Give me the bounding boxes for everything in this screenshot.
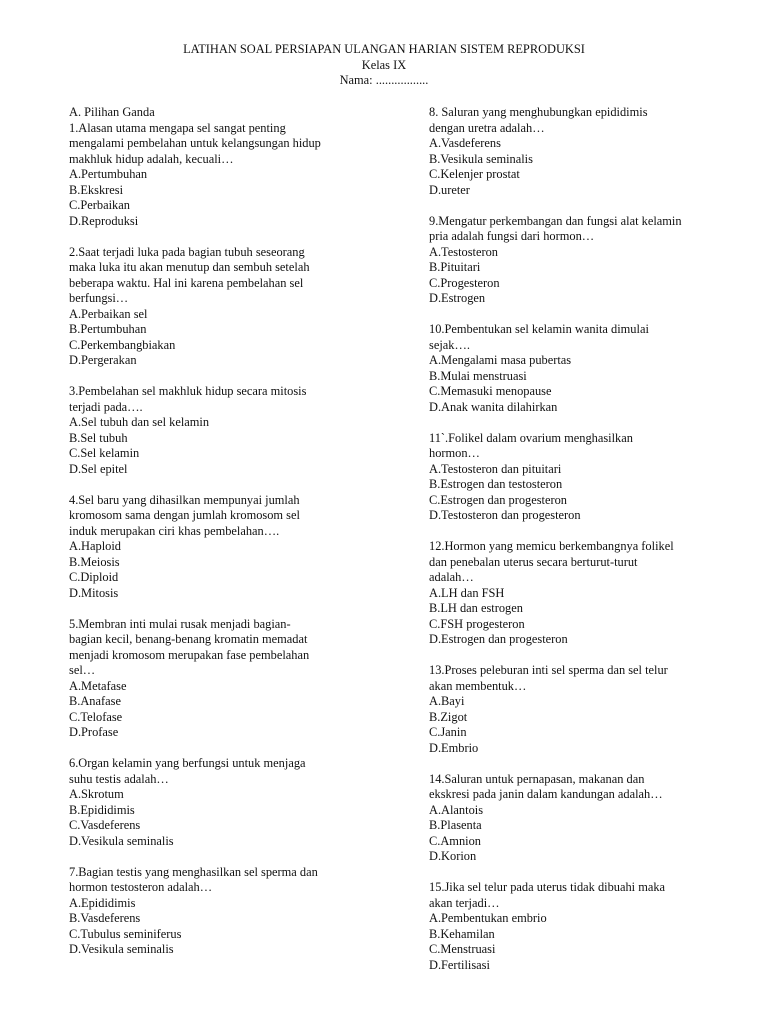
section-title: A. Pilihan Ganda [69,105,155,119]
answer-option: C.FSH progesteron [429,616,525,631]
answer-option: C.Vasdeferens [69,818,141,832]
answer-option: C.Menstruasi [429,942,496,956]
question-text: 10.Pembentukan sel kelamin wanita dimulai [429,322,649,336]
question-text: 14.Saluran untuk pernapasan, makanan dan [429,771,645,786]
question-text: sejak…. [429,337,470,352]
question-item [429,105,729,198]
left-column [69,105,369,973]
answer-option: D.ureter [429,182,470,197]
question-text: 4.Sel baru yang dihasilkan mempunyai jumlah [69,492,300,507]
question-text: sel… [69,663,96,677]
question-text: 12.Hormon yang memicu berkembangnya folikel [429,539,674,553]
question-text: beberapa waktu. Hal ini karena pembelahan sel [69,275,304,290]
answer-option: D.Sel epitel [69,461,128,476]
answer-option: C.Amnion [429,833,481,848]
question-item [69,121,369,230]
answer-option: A.LH dan FSH [429,585,505,600]
answer-option: D.Korion [429,849,477,863]
answer-option: B.Pituitari [429,260,481,274]
question-text: 11`.Folikel dalam ovarium menghasilkan [429,430,633,445]
answer-option: A.Pertumbuhan [69,167,148,181]
answer-option: D.Reproduksi [69,213,139,228]
answer-option: D.Pergerakan [69,353,137,367]
answer-option: D.Fertilisasi [429,957,490,972]
answer-option: B.Pertumbuhan [69,322,147,336]
answer-option: B.Vesikula seminalis [429,151,533,166]
answer-option: A.Skrotum [69,787,124,801]
question-item [429,322,729,415]
answer-option: D.Mitosis [69,585,119,600]
question-text: induk merupakan ciri khas pembelahan…. [69,523,280,538]
question-item [69,493,369,602]
question-item [429,214,729,307]
document-title: LATIHAN SOAL PERSIAPAN ULANGAN HARIAN SISTEM REPRODUKSI [183,42,585,56]
right-column [429,105,729,989]
answer-option: D.Vesikula seminalis [69,942,174,956]
question-text: makhluk hidup adalah, kecuali… [69,151,234,166]
answer-option: A.Vasdeferens [429,136,501,150]
question-item [69,865,369,958]
answer-option: B.Mulai menstruasi [429,368,527,383]
question-text: 9.Mengatur perkembangan dan fungsi alat kelamin [429,213,682,228]
question-text: mengalami pembelahan untuk kelangsungan hidup [69,136,321,150]
right-question-list [429,105,729,973]
answer-option: B.Sel tubuh [69,430,128,445]
question-text: maka luka itu akan menutup dan sembuh setelah [69,260,310,274]
question-text: 15.Jika sel telur pada uterus tidak dibuahi maka [429,880,666,894]
answer-option: D.Embrio [429,740,479,755]
answer-option: C.Perkembangbiakan [69,337,176,352]
answer-option: D.Testosteron dan progesteron [429,508,581,522]
question-text: berfungsi… [69,291,129,305]
answer-option: A.Sel tubuh dan sel kelamin [69,415,210,429]
answer-option: A.Bayi [429,694,465,708]
question-text: 3.Pembelahan sel makhluk hidup secara mitosis [69,384,307,398]
question-text: 5.Membran inti mulai rusak menjadi bagian- [69,616,291,631]
answer-option: D.Profase [69,725,119,739]
answer-option: C.Tubulus seminiferus [69,926,182,941]
answer-option: C.Telofase [69,709,123,724]
question-text: hormon testosteron adalah… [69,880,213,894]
question-text: akan terjadi… [429,895,500,910]
answer-option: A.Haploid [69,539,121,553]
question-text: hormon… [429,446,480,460]
answer-option: C.Kelenjer prostat [429,167,520,181]
answer-option: B.Ekskresi [69,182,124,197]
page-header [0,42,768,89]
class-label: Kelas IX [361,57,407,72]
answer-option: C.Sel kelamin [69,446,140,460]
answer-option: B.Meiosis [69,554,120,569]
answer-option: C.Diploid [69,570,119,584]
question-text: dengan uretra adalah… [429,120,545,135]
question-text: 2.Saat terjadi luka pada bagian tubuh seseorang [69,244,305,259]
question-text: ekskresi pada janin dalam kandungan adalah… [429,787,663,801]
question-text: 6.Organ kelamin yang berfungsi untuk menjaga [69,756,306,770]
question-text: bagian kecil, benang-benang kromatin memadat [69,632,308,646]
question-item [429,880,729,973]
answer-option: C.Progesteron [429,275,500,290]
question-item [429,663,729,756]
name-field-label: Nama: ................. [339,73,429,87]
answer-option: B.Plasenta [429,818,482,832]
question-item [69,245,369,369]
question-item [69,384,369,477]
answer-option: B.Anafase [69,694,121,708]
question-text: 13.Proses peleburan inti sel sperma dan sel telur [429,663,668,677]
question-item [429,431,729,524]
question-item [429,772,729,865]
answer-option: B.Estrogen dan testosteron [429,477,563,491]
left-question-list [69,121,369,958]
question-text: adalah… [429,570,474,584]
answer-option: A.Testosteron [429,244,498,259]
answer-option: C.Janin [429,725,467,739]
question-item [429,539,729,648]
question-text: pria adalah fungsi dari hormon… [429,229,595,243]
answer-option: C.Perbaikan [69,198,130,212]
answer-option: D.Estrogen dan progesteron [429,632,568,646]
question-item [69,756,369,849]
answer-option: B.Kehamilan [429,926,495,941]
question-text: 8. Saluran yang menghubungkan epididimis [429,105,648,119]
answer-option: C.Estrogen dan progesteron [429,492,567,507]
question-text: menjadi kromosom merupakan fase pembelahan [69,647,310,662]
question-text: akan membentuk… [429,678,527,693]
answer-option: A.Testosteron dan pituitari [429,461,562,476]
question-text: terjadi pada…. [69,399,143,414]
answer-option: A.Epididimis [69,895,136,910]
answer-option: A.Alantois [429,802,484,817]
answer-option: D.Anak wanita dilahirkan [429,399,558,414]
answer-option: D.Estrogen [429,291,486,305]
answer-option: A.Mengalami masa pubertas [429,353,572,367]
answer-option: B.Epididimis [69,802,135,817]
question-item [69,617,369,741]
question-text: 7.Bagian testis yang menghasilkan sel sperma dan [69,864,318,879]
answer-option: A.Pembentukan embrio [429,911,547,925]
answer-option: D.Vesikula seminalis [69,833,174,848]
question-text: kromosom sama dengan jumlah kromosom sel [69,508,300,522]
question-text: suhu testis adalah… [69,771,169,786]
answer-option: A.Metafase [69,678,127,693]
answer-option: B.Zigot [429,709,468,724]
answer-option: B.Vasdeferens [69,911,141,925]
answer-option: C.Memasuki menopause [429,384,552,398]
answer-option: B.LH dan estrogen [429,601,523,615]
question-text: dan penebalan uterus secara berturut-turut [429,554,638,569]
answer-option: A.Perbaikan sel [69,306,148,321]
question-text: 1.Alasan utama mengapa sel sangat penting [69,120,286,135]
